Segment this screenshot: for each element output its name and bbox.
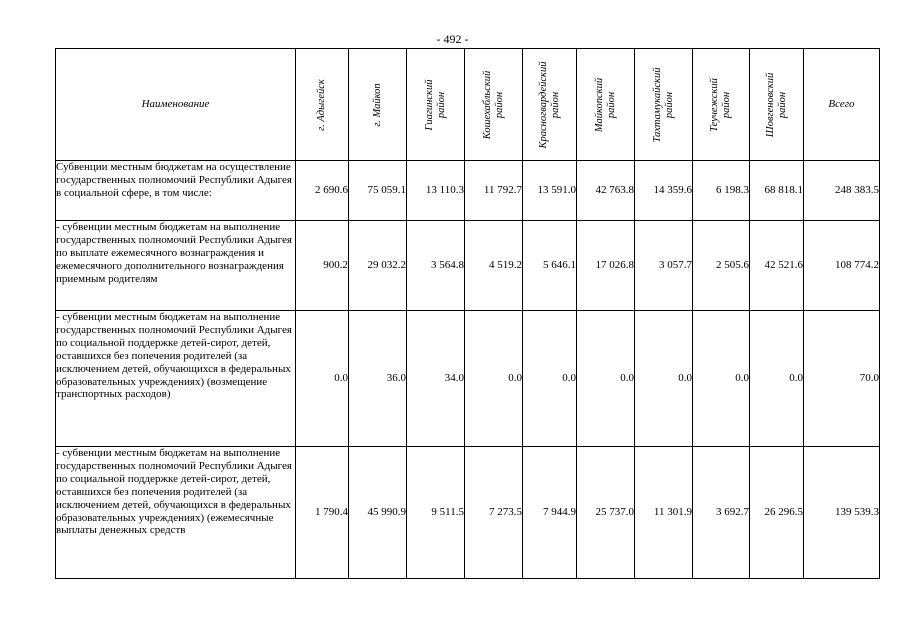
table-row	[56, 161, 880, 221]
cell-value: 42 521.6	[750, 221, 804, 311]
cell-value: 17 026.8	[577, 221, 635, 311]
column-header-krasnogvardeysky: Красногвардейский район	[523, 49, 577, 161]
table-row	[56, 447, 880, 579]
cell-value: 0.0	[465, 311, 523, 447]
row-name: - субвенции местным бюджетам на выполнение государственных полномочий Республики Адыгея по выплате ежемесячного вознаграждения и ежемесячного дополнительного вознаграждения приемным родителям	[56, 221, 296, 311]
cell-value: 5 646.1	[523, 221, 577, 311]
total-column-header: Всего	[804, 49, 880, 161]
cell-value: 11 792.7	[465, 161, 523, 221]
table-row	[56, 311, 880, 447]
row-total: 248 383.5	[804, 161, 880, 221]
cell-value: 3 564.8	[407, 221, 465, 311]
cell-value: 0.0	[750, 311, 804, 447]
row-total: 70.0	[804, 311, 880, 447]
cell-value: 7 944.9	[523, 447, 577, 579]
cell-value: 29 032.2	[349, 221, 407, 311]
cell-value: 45 990.9	[349, 447, 407, 579]
cell-value: 0.0	[577, 311, 635, 447]
cell-value: 13 591.0	[523, 161, 577, 221]
row-total: 139 539.3	[804, 447, 880, 579]
cell-value: 36.0	[349, 311, 407, 447]
cell-value: 0.0	[693, 311, 750, 447]
cell-value: 13 110.3	[407, 161, 465, 221]
cell-value: 75 059.1	[349, 161, 407, 221]
column-header-giaginsky: Гиагинский район	[407, 49, 465, 161]
page-number: - 492 -	[436, 32, 469, 46]
column-header-takhtamukaysky: Тахтамукайский район	[635, 49, 693, 161]
cell-value: 42 763.8	[577, 161, 635, 221]
subsidies-table	[55, 48, 880, 579]
table-row	[56, 221, 880, 311]
row-name: - субвенции местным бюджетам на выполнение государственных полномочий Республики Адыгея по социальной поддержке детей-сирот, детей, оставшихся без попечения родителей (за исключением детей, обучающихся в федеральных образовательных учреждениях) (ежемесячные выплаты денежных средств	[56, 447, 296, 579]
cell-value: 3 692.7	[693, 447, 750, 579]
cell-value: 68 818.1	[750, 161, 804, 221]
cell-value: 900.2	[296, 221, 349, 311]
header-row	[56, 49, 880, 161]
row-total: 108 774.2	[804, 221, 880, 311]
cell-value: 2 690.6	[296, 161, 349, 221]
cell-value: 14 359.6	[635, 161, 693, 221]
cell-value: 0.0	[635, 311, 693, 447]
name-column-header: Наименование	[56, 49, 296, 161]
cell-value: 7 273.5	[465, 447, 523, 579]
cell-value: 0.0	[523, 311, 577, 447]
cell-value: 2 505.6	[693, 221, 750, 311]
cell-value: 26 296.5	[750, 447, 804, 579]
cell-value: 3 057.7	[635, 221, 693, 311]
cell-value: 6 198.3	[693, 161, 750, 221]
cell-value: 9 511.5	[407, 447, 465, 579]
column-header-koshekhablsky: Кошехабльский район	[465, 49, 523, 161]
row-name: Субвенции местным бюджетам на осуществление государственных полномочий Республики Адыгея в социальной сфере, в том числе:	[56, 161, 296, 221]
cell-value: 34.0	[407, 311, 465, 447]
cell-value: 4 519.2	[465, 221, 523, 311]
row-name: - субвенции местным бюджетам на выполнение государственных полномочий Республики Адыгея по социальной поддержке детей-сирот, детей, оставшихся без попечения родителей (за исключением детей, обучающихся в федеральных образовательных учреждениях) (возмещение транспортных расходов)	[56, 311, 296, 447]
cell-value: 25 737.0	[577, 447, 635, 579]
column-header-teuchezhsky: Теучежский район	[693, 49, 750, 161]
column-header-shovgenovsky: Шовгеновский район	[750, 49, 804, 161]
cell-value: 1 790.4	[296, 447, 349, 579]
cell-value: 11 301.9	[635, 447, 693, 579]
cell-value: 0.0	[296, 311, 349, 447]
column-header-maykop-city: г. Майкоп	[349, 49, 407, 161]
column-header-adygeysk: г. Адыгейск	[296, 49, 349, 161]
column-header-maykopsky: Майкопский район	[577, 49, 635, 161]
